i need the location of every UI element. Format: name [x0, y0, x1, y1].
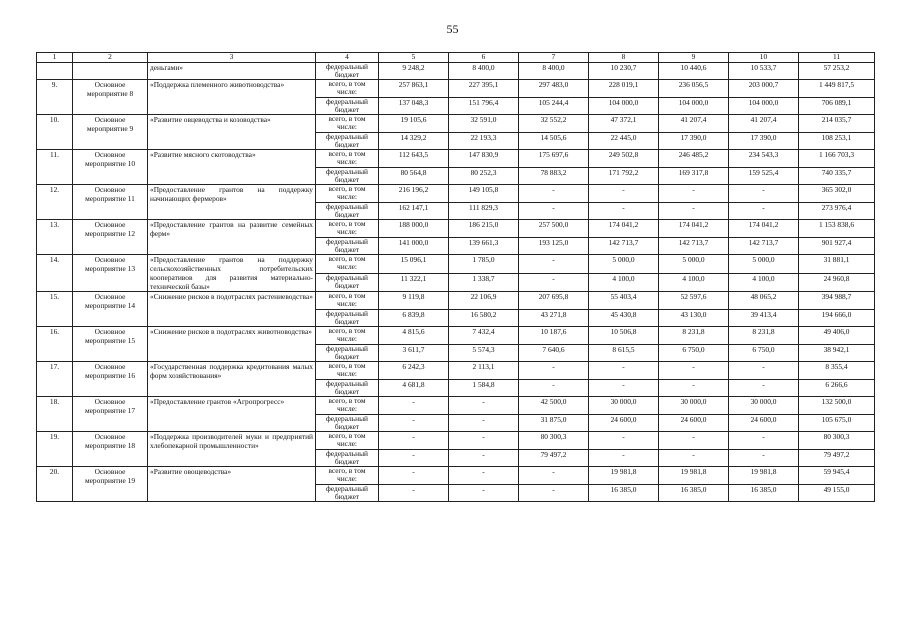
value-cell: 249 502,8	[589, 150, 659, 168]
value-cell: 5 000,0	[729, 255, 799, 274]
value-cell: 6 750,0	[659, 345, 729, 362]
value-cell: -	[729, 362, 799, 380]
event-name	[73, 63, 148, 80]
value-cell: 203 000,7	[729, 80, 799, 98]
value-cell: 188 000,0	[379, 220, 449, 238]
event-name: Основное мероприятие 18	[73, 432, 148, 467]
value-cell: 105 244,4	[519, 98, 589, 115]
source-label: федеральный бюджет	[316, 310, 379, 327]
value-cell: 901 927,4	[799, 238, 875, 255]
value-cell: 273 976,4	[799, 203, 875, 220]
value-cell: 111 829,3	[449, 203, 519, 220]
value-cell: -	[379, 397, 449, 415]
value-cell: -	[449, 432, 519, 450]
value-cell: 1 449 817,5	[799, 80, 875, 98]
value-cell: 194 666,0	[799, 310, 875, 327]
value-cell: 19 105,6	[379, 115, 449, 133]
value-cell: -	[729, 432, 799, 450]
value-cell: 175 697,6	[519, 150, 589, 168]
event-name: Основное мероприятие 14	[73, 292, 148, 327]
event-title: «Поддержка производителей муки и предприятий хлебопекарной промышленности»	[148, 432, 316, 467]
value-cell: 19 981,8	[729, 467, 799, 485]
value-cell: 55 403,4	[589, 292, 659, 310]
value-cell: 45 430,8	[589, 310, 659, 327]
row-number: 17.	[37, 362, 73, 397]
total-label: всего, в том числе:	[316, 327, 379, 345]
column-header: 11	[799, 53, 875, 63]
value-cell: 706 089,1	[799, 98, 875, 115]
event-title: «Развитие овощеводства»	[148, 467, 316, 502]
value-cell: 7 432,4	[449, 327, 519, 345]
value-cell: -	[659, 362, 729, 380]
source-label: федеральный бюджет	[316, 98, 379, 115]
value-cell: 4 100,0	[589, 274, 659, 292]
value-cell: 105 675,0	[799, 415, 875, 432]
value-cell: 11 322,1	[379, 274, 449, 292]
column-header: 9	[659, 53, 729, 63]
row-number: 14.	[37, 255, 73, 292]
value-cell: 207 695,8	[519, 292, 589, 310]
value-cell: 216 196,2	[379, 185, 449, 203]
value-cell: -	[379, 432, 449, 450]
value-cell: 16 580,2	[449, 310, 519, 327]
event-title: «Поддержка племенного животноводства»	[148, 80, 316, 115]
value-cell: 3 611,7	[379, 345, 449, 362]
value-cell: 8 231,8	[659, 327, 729, 345]
value-cell: 1 166 703,3	[799, 150, 875, 168]
value-cell: 80 300,3	[799, 432, 875, 450]
row-number: 10.	[37, 115, 73, 150]
value-cell: 39 413,4	[729, 310, 799, 327]
value-cell: 162 147,1	[379, 203, 449, 220]
column-header: 10	[729, 53, 799, 63]
value-cell: 236 056,5	[659, 80, 729, 98]
value-cell: 16 385,0	[659, 485, 729, 502]
value-cell: -	[729, 185, 799, 203]
value-cell: 4 681,8	[379, 380, 449, 397]
row-number: 12.	[37, 185, 73, 220]
value-cell: 8 400,0	[449, 63, 519, 80]
value-cell: 30 000,0	[659, 397, 729, 415]
row-number: 20.	[37, 467, 73, 502]
value-cell: 80 300,3	[519, 432, 589, 450]
value-cell: 214 035,7	[799, 115, 875, 133]
table-row	[37, 362, 875, 380]
event-name: Основное мероприятие 11	[73, 185, 148, 220]
total-label: всего, в том числе:	[316, 292, 379, 310]
value-cell: -	[659, 380, 729, 397]
value-cell: 41 207,4	[729, 115, 799, 133]
value-cell: 59 945,4	[799, 467, 875, 485]
value-cell: 31 881,1	[799, 255, 875, 274]
table-row	[37, 397, 875, 415]
value-cell: 257 500,0	[519, 220, 589, 238]
value-cell: 365 302,0	[799, 185, 875, 203]
budget-table	[36, 52, 875, 502]
value-cell: -	[519, 274, 589, 292]
column-number-header	[37, 53, 875, 63]
value-cell: 8 231,8	[729, 327, 799, 345]
value-cell: 49 406,0	[799, 327, 875, 345]
value-cell: 43 271,8	[519, 310, 589, 327]
row-number	[37, 63, 73, 80]
value-cell: 57 253,2	[799, 63, 875, 80]
total-label: всего, в том числе:	[316, 397, 379, 415]
source-label: федеральный бюджет	[316, 274, 379, 292]
event-name: Основное мероприятие 15	[73, 327, 148, 362]
value-cell: 227 395,1	[449, 80, 519, 98]
value-cell: 38 942,1	[799, 345, 875, 362]
value-cell: 42 500,0	[519, 397, 589, 415]
value-cell: 108 253,1	[799, 133, 875, 150]
value-cell: 193 125,0	[519, 238, 589, 255]
value-cell: 17 390,0	[729, 133, 799, 150]
total-label: всего, в том числе:	[316, 432, 379, 450]
column-header: 3	[148, 53, 316, 63]
column-header: 7	[519, 53, 589, 63]
value-cell: 14 505,6	[519, 133, 589, 150]
source-label: федеральный бюджет	[316, 63, 379, 80]
row-number: 19.	[37, 432, 73, 467]
column-header: 8	[589, 53, 659, 63]
table-row	[37, 80, 875, 98]
event-name: Основное мероприятие 12	[73, 220, 148, 255]
value-cell: 394 988,7	[799, 292, 875, 310]
value-cell: 1 785,0	[449, 255, 519, 274]
row-number: 15.	[37, 292, 73, 327]
value-cell: 6 242,3	[379, 362, 449, 380]
value-cell: 22 193,3	[449, 133, 519, 150]
value-cell: 16 385,0	[589, 485, 659, 502]
event-title: «Снижение рисков в подотраслях растениеводства»	[148, 292, 316, 327]
value-cell: 174 041,2	[589, 220, 659, 238]
row-number: 16.	[37, 327, 73, 362]
source-label: федеральный бюджет	[316, 238, 379, 255]
total-label: всего, в том числе:	[316, 150, 379, 168]
value-cell: 79 497,2	[799, 450, 875, 467]
value-cell: -	[449, 450, 519, 467]
value-cell: 228 019,1	[589, 80, 659, 98]
value-cell: 15 096,1	[379, 255, 449, 274]
value-cell: 149 105,8	[449, 185, 519, 203]
value-cell: 78 883,2	[519, 168, 589, 185]
value-cell: 6 750,0	[729, 345, 799, 362]
value-cell: -	[659, 203, 729, 220]
value-cell: 4 100,0	[659, 274, 729, 292]
value-cell: 6 266,6	[799, 380, 875, 397]
row-number: 11.	[37, 150, 73, 185]
value-cell: 22 445,0	[589, 133, 659, 150]
total-label: всего, в том числе:	[316, 80, 379, 98]
value-cell: 104 000,0	[729, 98, 799, 115]
value-cell: 24 960,8	[799, 274, 875, 292]
value-cell: 171 792,2	[589, 168, 659, 185]
value-cell: -	[379, 467, 449, 485]
value-cell: -	[379, 485, 449, 502]
event-name: Основное мероприятие 19	[73, 467, 148, 502]
value-cell: 141 000,0	[379, 238, 449, 255]
source-label: федеральный бюджет	[316, 485, 379, 502]
event-title: «Государственная поддержка кредитования малых форм хозяйствования»	[148, 362, 316, 397]
continuation-row	[37, 63, 875, 80]
value-cell: 16 385,0	[729, 485, 799, 502]
value-cell: -	[659, 185, 729, 203]
value-cell: 132 500,0	[799, 397, 875, 415]
value-cell: 1 153 838,6	[799, 220, 875, 238]
value-cell: 19 981,8	[589, 467, 659, 485]
table-row	[37, 432, 875, 450]
table-row	[37, 220, 875, 238]
value-cell: -	[589, 362, 659, 380]
value-cell: -	[519, 362, 589, 380]
event-title: «Развитие мясного скотоводства»	[148, 150, 316, 185]
value-cell: -	[449, 397, 519, 415]
value-cell: 10 533,7	[729, 63, 799, 80]
total-label: всего, в том числе:	[316, 115, 379, 133]
value-cell: 10 506,8	[589, 327, 659, 345]
value-cell: 49 155,0	[799, 485, 875, 502]
value-cell: -	[519, 485, 589, 502]
value-cell: 32 552,2	[519, 115, 589, 133]
value-cell: 104 000,0	[659, 98, 729, 115]
value-cell: -	[729, 203, 799, 220]
value-cell: 174 041,2	[659, 220, 729, 238]
value-cell: 8 355,4	[799, 362, 875, 380]
column-header: 1	[37, 53, 73, 63]
value-cell: 234 543,3	[729, 150, 799, 168]
value-cell: 30 000,0	[589, 397, 659, 415]
value-cell: 6 839,8	[379, 310, 449, 327]
value-cell: 79 497,2	[519, 450, 589, 467]
source-label: федеральный бюджет	[316, 450, 379, 467]
value-cell: 142 713,7	[729, 238, 799, 255]
event-name: Основное мероприятие 8	[73, 80, 148, 115]
value-cell: -	[729, 380, 799, 397]
value-cell: -	[589, 432, 659, 450]
table-row	[37, 185, 875, 203]
value-cell: 4 815,6	[379, 327, 449, 345]
value-cell: 80 564,8	[379, 168, 449, 185]
event-name: Основное мероприятие 16	[73, 362, 148, 397]
value-cell: 5 574,3	[449, 345, 519, 362]
event-title: «Снижение рисков в подотраслях животноводства»	[148, 327, 316, 362]
value-cell: -	[659, 450, 729, 467]
column-header: 4	[316, 53, 379, 63]
value-cell: -	[449, 467, 519, 485]
value-cell: 147 830,9	[449, 150, 519, 168]
value-cell: -	[589, 380, 659, 397]
row-number: 18.	[37, 397, 73, 432]
value-cell: 5 000,0	[659, 255, 729, 274]
value-cell: 297 483,0	[519, 80, 589, 98]
column-header: 6	[449, 53, 519, 63]
value-cell: 159 525,4	[729, 168, 799, 185]
value-cell: 43 130,0	[659, 310, 729, 327]
column-header: 2	[73, 53, 148, 63]
value-cell: 10 187,6	[519, 327, 589, 345]
table-row	[37, 327, 875, 345]
value-cell: 19 981,8	[659, 467, 729, 485]
event-name: Основное мероприятие 10	[73, 150, 148, 185]
column-header: 5	[379, 53, 449, 63]
event-name: Основное мероприятие 9	[73, 115, 148, 150]
source-label: федеральный бюджет	[316, 380, 379, 397]
value-cell: -	[659, 432, 729, 450]
value-cell: 246 485,2	[659, 150, 729, 168]
event-title: «Предоставление грантов на поддержку сельскохозяйственных потребительских кооперативов для развития материально-технической базы»	[148, 255, 316, 292]
table-row	[37, 255, 875, 274]
value-cell: 24 600,0	[729, 415, 799, 432]
source-label: федеральный бюджет	[316, 168, 379, 185]
value-cell: 9 119,8	[379, 292, 449, 310]
event-title: «Развитие овцеводства и козоводства»	[148, 115, 316, 150]
value-cell: 139 661,3	[449, 238, 519, 255]
value-cell: -	[519, 255, 589, 274]
total-label: всего, в том числе:	[316, 220, 379, 238]
source-label: федеральный бюджет	[316, 203, 379, 220]
value-cell: 30 000,0	[729, 397, 799, 415]
value-cell: -	[449, 415, 519, 432]
total-label: всего, в том числе:	[316, 255, 379, 274]
event-name: Основное мероприятие 17	[73, 397, 148, 432]
value-cell: 174 041,2	[729, 220, 799, 238]
value-cell: -	[379, 450, 449, 467]
table-row	[37, 292, 875, 310]
total-label: всего, в том числе:	[316, 185, 379, 203]
value-cell: 740 335,7	[799, 168, 875, 185]
value-cell: 142 713,7	[589, 238, 659, 255]
value-cell: -	[589, 185, 659, 203]
event-title: «Предоставление грантов «Агропрогресс»	[148, 397, 316, 432]
table-row	[37, 467, 875, 485]
row-number: 13.	[37, 220, 73, 255]
source-label: федеральный бюджет	[316, 345, 379, 362]
event-title: деньгами»	[148, 63, 316, 80]
value-cell: -	[379, 415, 449, 432]
event-name: Основное мероприятие 13	[73, 255, 148, 292]
source-label: федеральный бюджет	[316, 415, 379, 432]
source-label: федеральный бюджет	[316, 133, 379, 150]
value-cell: 169 317,8	[659, 168, 729, 185]
value-cell: 8 615,5	[589, 345, 659, 362]
value-cell: 14 329,2	[379, 133, 449, 150]
total-label: всего, в том числе:	[316, 467, 379, 485]
value-cell: -	[449, 485, 519, 502]
value-cell: 17 390,0	[659, 133, 729, 150]
value-cell: 24 600,0	[589, 415, 659, 432]
value-cell: 52 597,6	[659, 292, 729, 310]
event-title: «Предоставление грантов на поддержку начинающих фермеров»	[148, 185, 316, 220]
value-cell: 9 248,2	[379, 63, 449, 80]
value-cell: 142 713,7	[659, 238, 729, 255]
value-cell: -	[519, 467, 589, 485]
value-cell: 10 440,6	[659, 63, 729, 80]
row-number: 9.	[37, 80, 73, 115]
value-cell: 22 106,9	[449, 292, 519, 310]
value-cell: 104 000,0	[589, 98, 659, 115]
total-label: всего, в том числе:	[316, 362, 379, 380]
value-cell: 47 372,1	[589, 115, 659, 133]
value-cell: 41 207,4	[659, 115, 729, 133]
page-number: 55	[446, 22, 459, 36]
value-cell: 1 338,7	[449, 274, 519, 292]
value-cell: 5 000,0	[589, 255, 659, 274]
value-cell: 112 643,5	[379, 150, 449, 168]
value-cell: 257 863,1	[379, 80, 449, 98]
value-cell: 8 400,0	[519, 63, 589, 80]
event-title: «Предоставление грантов на развитие семейных ферм»	[148, 220, 316, 255]
value-cell: 10 230,7	[589, 63, 659, 80]
value-cell: -	[519, 185, 589, 203]
value-cell: 31 875,0	[519, 415, 589, 432]
value-cell: 48 065,2	[729, 292, 799, 310]
table-row	[37, 115, 875, 133]
value-cell: 80 252,3	[449, 168, 519, 185]
table-row	[37, 150, 875, 168]
value-cell: 24 600,0	[659, 415, 729, 432]
value-cell: -	[729, 450, 799, 467]
value-cell: 7 640,6	[519, 345, 589, 362]
value-cell: -	[519, 380, 589, 397]
value-cell: 32 591,0	[449, 115, 519, 133]
value-cell: 151 796,4	[449, 98, 519, 115]
value-cell: 137 048,3	[379, 98, 449, 115]
value-cell: 1 584,8	[449, 380, 519, 397]
value-cell: -	[589, 450, 659, 467]
value-cell: -	[519, 203, 589, 220]
value-cell: 186 215,0	[449, 220, 519, 238]
value-cell: -	[589, 203, 659, 220]
value-cell: 4 100,0	[729, 274, 799, 292]
value-cell: 2 113,1	[449, 362, 519, 380]
